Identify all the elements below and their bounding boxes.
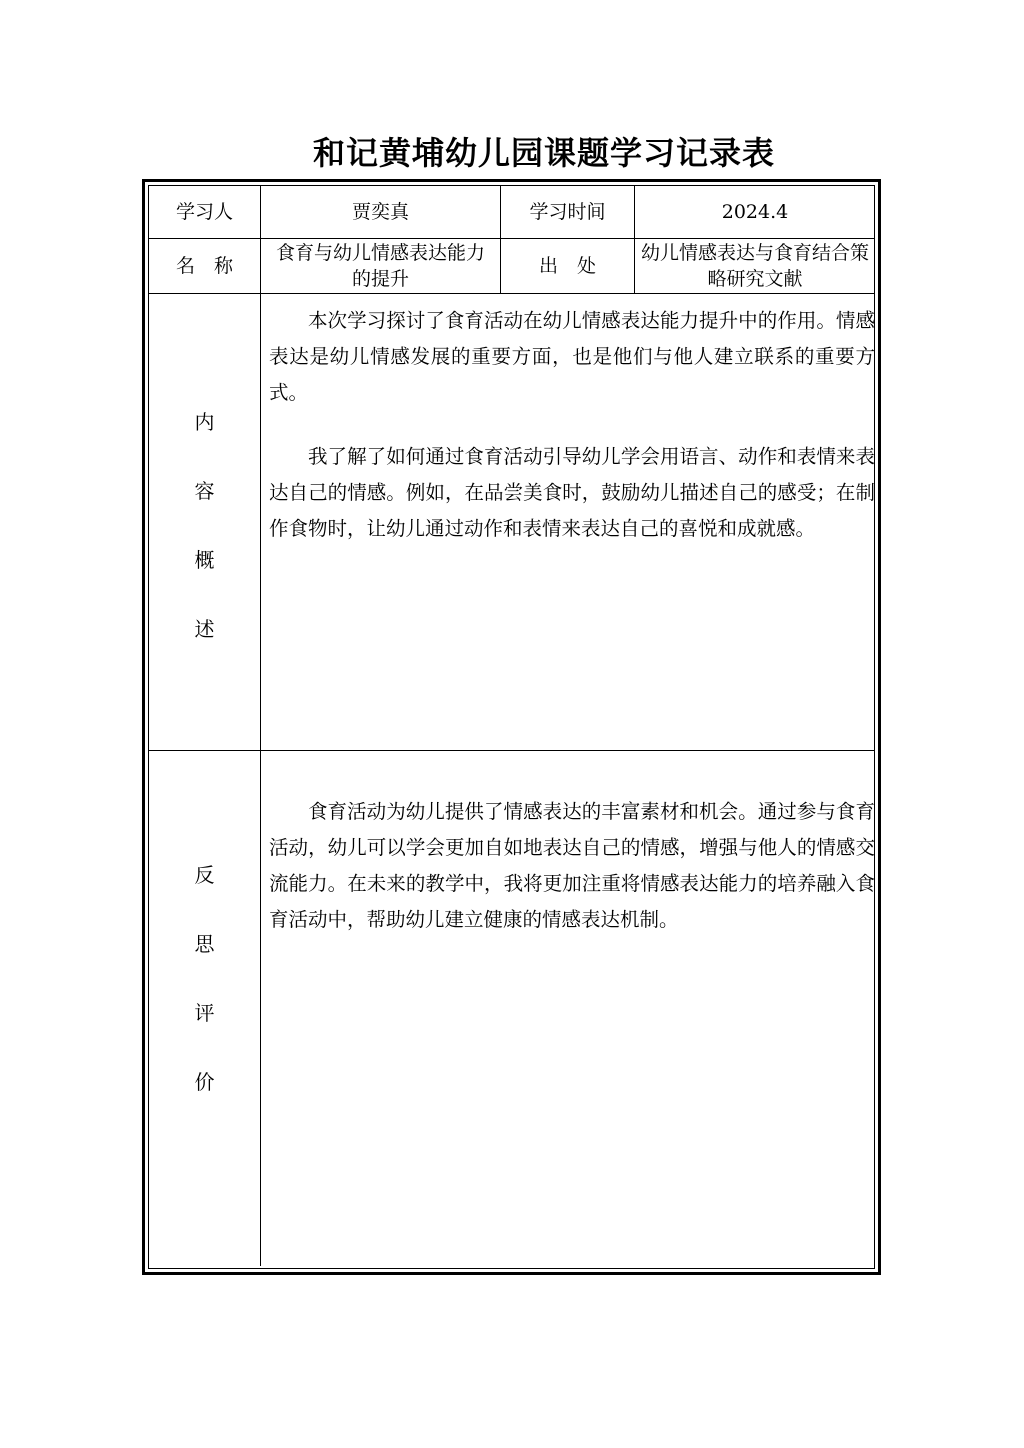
- content-label-char: 内: [194, 410, 215, 434]
- reflection-label-char: 评: [194, 1001, 215, 1025]
- reflection-label-char: 思: [194, 932, 215, 956]
- row-divider-2: [149, 293, 874, 294]
- content-label-char: 概: [194, 548, 215, 572]
- content-paragraph: 我了解了如何通过食育活动引导幼儿学会用语言、动作和表情来表达自己的情感。例如，在品尝美食时，鼓励幼儿描述自己的感受；在制作食物时，让幼儿通过动作和表情来表达自己的喜悦和成就感。: [269, 445, 875, 540]
- name-label: 名 称: [175, 255, 233, 277]
- content-summary-label: [149, 410, 260, 686]
- content-label-char: 述: [194, 617, 215, 641]
- page-title: 和记黄埔幼儿园课题学习记录表: [312, 134, 775, 172]
- record-table-frame: [142, 179, 881, 1275]
- column-divider-label: [260, 186, 261, 1266]
- reflection-label: [149, 863, 260, 1139]
- study-time-label: 学习时间: [529, 201, 606, 223]
- record-table: [148, 185, 875, 1269]
- row-divider-3: [149, 750, 874, 751]
- learner-value: 贾奕真: [351, 201, 409, 223]
- reflection-text: [269, 794, 875, 938]
- content-label-char: 容: [194, 479, 215, 503]
- learner-label: 学习人: [175, 201, 233, 223]
- reflection-paragraph: 食育活动为幼儿提供了情感表达的丰富素材和机会。通过参与食育活动，幼儿可以学会更加自如地表达自己的情感，增强与他人的情感交流能力。在未来的教学中，我将更加注重将情感表达能力的培养融入食育活动中，帮助幼儿建立健康的情感表达机制。: [269, 800, 875, 931]
- reflection-label-char: 反: [194, 863, 215, 887]
- content-summary-text: [269, 303, 875, 547]
- content-paragraph: 本次学习探讨了食育活动在幼儿情感表达能力提升中的作用。情感表达是幼儿情感发展的重要方面，也是他们与他人建立联系的重要方式。: [269, 309, 875, 404]
- name-value: 食育与幼儿情感表达能力的提升: [275, 242, 485, 290]
- source-value: 幼儿情感表达与食育结合策略研究文献: [640, 242, 869, 290]
- reflection-label-char: 价: [194, 1070, 215, 1094]
- study-time-value: 2024.4: [721, 201, 789, 223]
- source-label: 出 处: [538, 255, 596, 277]
